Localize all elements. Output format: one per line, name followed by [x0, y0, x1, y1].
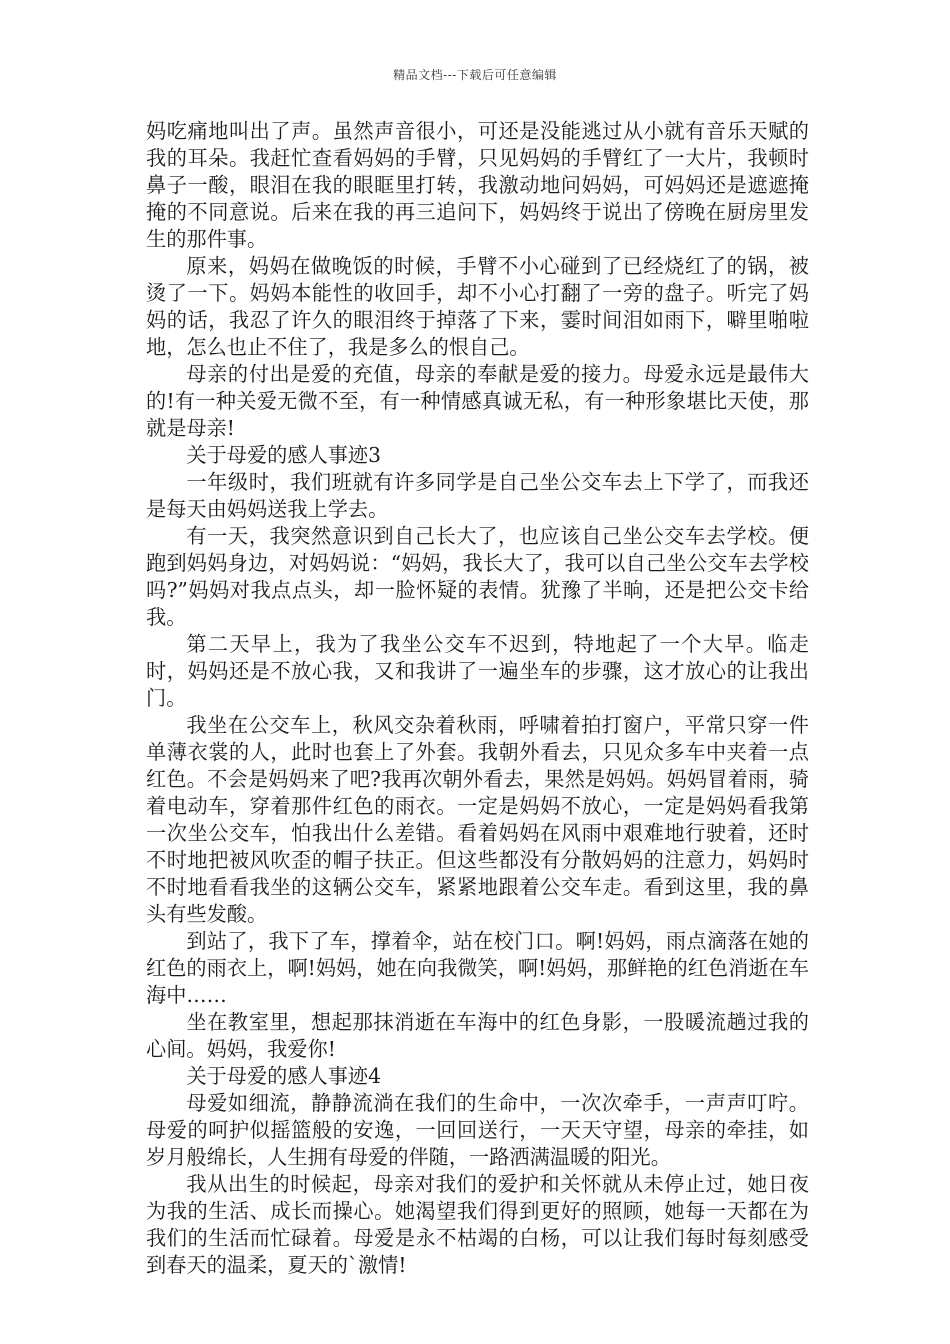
section-heading: 关于母爱的感人事迹3	[186, 443, 381, 467]
paragraph: 有一天，我突然意识到自己长大了，也应该自己坐公交车去学校。便跑到妈妈身边，对妈妈说：“妈妈，我长大了，我可以自己坐公交车去学校吗?”妈妈对我点点头，却一脸怀疑的表情。犹豫了半晌，还是把公交卡给我。	[146, 524, 809, 629]
paragraph: 第二天早上，我为了我坐公交车不迟到，特地起了一个大早。临走时，妈妈还是不放心我，又和我讲了一遍坐车的步骤，这才放心的让我出门。	[146, 632, 809, 710]
paragraph: 我坐在公交车上，秋风交杂着秋雨，呼啸着拍打窗户，平常只穿一件单薄衣裳的人，此时也套上了外套。我朝外看去，只见众多车中夹着一点红色。不会是妈妈来了吧?我再次朝外看去，果然是妈妈。妈妈冒着雨，骑着电动车，穿着那件红色的雨衣。一定是妈妈不放心，一定是妈妈看我第一次坐公交车，怕我出什么差错。看着妈妈在风雨中艰难地行驶着，还时不时地把被风吹歪的帽子扶正。但这些都没有分散妈妈的注意力，妈妈时不时地看看我坐的这辆公交车，紧紧地跟着公交车走。看到这里，我的鼻头有些发酸。	[146, 713, 809, 926]
paragraph: 我从出生的时候起，母亲对我们的爱护和关怀就从未停止过，她日夜为我的生活、成长而操心。她渴望我们得到更好的照顾，她每一天都在为我们的生活而忙碌着。母爱是永不枯竭的白杨，可以让我们每时每刻感受到春天的温柔，夏天的`激情!	[146, 1172, 809, 1277]
paragraph: 妈吃痛地叫出了声。虽然声音很小，可还是没能逃过从小就有音乐天赋的我的耳朵。我赶忙查看妈妈的手臂，只见妈妈的手臂红了一大片，我顿时鼻子一酸，眼泪在我的眼眶里打转，我激动地问妈妈，可妈妈还是遮遮掩掩的不同意说。后来在我的再三追问下，妈妈终于说出了傍晚在厨房里发生的那件事。	[146, 119, 809, 251]
paragraph: 母爱如细流，静静流淌在我们的生命中，一次次牵手，一声声叮咛。母爱的呵护似摇篮般的安逸，一回回送行，一天天守望，母亲的牵挂，如岁月般绵长，人生拥有母爱的伴随，一路洒满温暖的阳光。	[146, 1091, 809, 1169]
paragraph: 到站了，我下了车，撑着伞，站在校门口。啊!妈妈，雨点滴落在她的红色的雨衣上，啊!妈妈，她在向我微笑，啊!妈妈，那鲜艳的红色消逝在车海中……	[146, 929, 809, 1007]
paragraph: 母亲的付出是爱的充值，母亲的奉献是爱的接力。母爱永远是最伟大的!有一种关爱无微不至，有一种情感真诚无私，有一种形象堪比天使，那就是母亲!	[146, 362, 809, 440]
paragraph: 坐在教室里，想起那抹消逝在车海中的红色身影，一股暖流趟过我的心间。妈妈，我爱你!	[146, 1010, 809, 1061]
page-header: 精品文档---下载后可任意编辑	[393, 68, 557, 82]
paragraph: 原来，妈妈在做晚饭的时候，手臂不小心碰到了已经烧红了的锅，被烫了一下。妈妈本能性的收回手，却不小心打翻了一旁的盘子。听完了妈妈的话，我忍了许久的眼泪终于掉落了下来，霎时间泪如雨下，噼里啪啦地，怎么也止不住了，我是多么的恨自己。	[146, 254, 809, 359]
section-heading: 关于母爱的感人事迹4	[186, 1064, 381, 1088]
paragraph: 一年级时，我们班就有许多同学是自己坐公交车去上下学了，而我还是每天由妈妈送我上学去。	[146, 470, 809, 521]
document-body	[146, 118, 809, 1279]
